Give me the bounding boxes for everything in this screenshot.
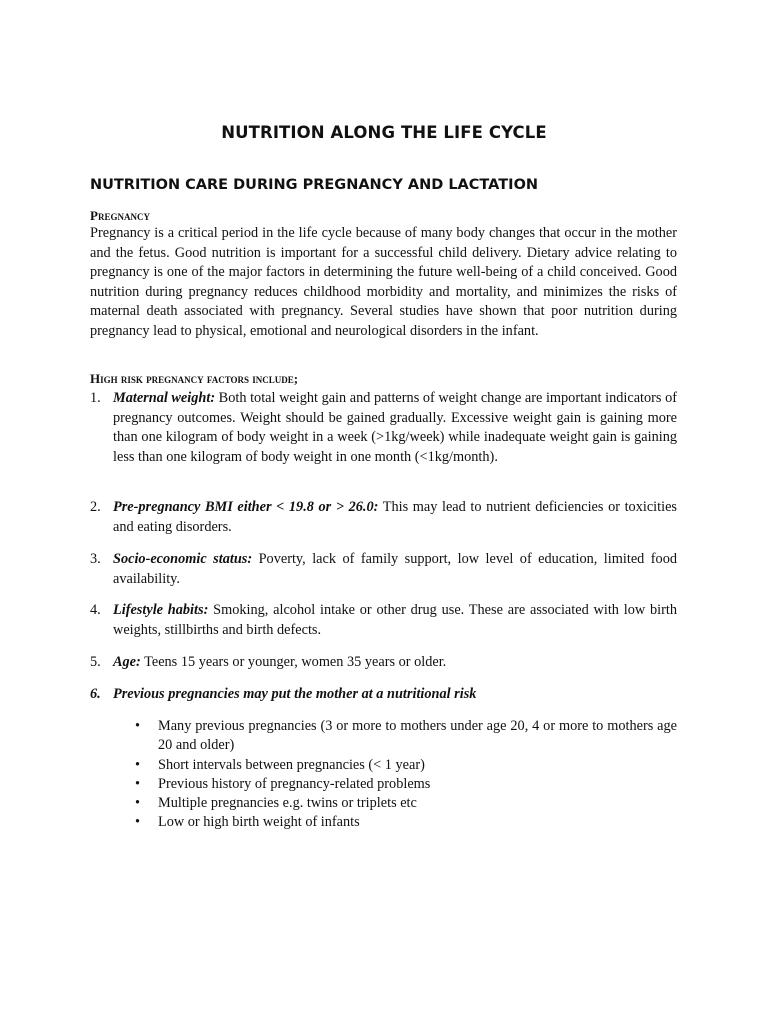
bullet-icon: • (135, 814, 141, 831)
bullet-icon: • (135, 718, 141, 734)
item-text: Poverty, lack of family support, low level of education, limited food availability. (113, 551, 677, 587)
bullet-icon: • (135, 775, 141, 792)
item-term: Maternal weight: (113, 390, 216, 406)
item-number: 5. (90, 654, 101, 670)
list-item (135, 756, 677, 775)
risk-factor-item (90, 498, 677, 537)
list-item-text: Low or high birth weight of infants (158, 814, 360, 831)
item-number: 3. (90, 551, 101, 567)
risk-factor-item (90, 601, 677, 640)
item-number: 6. (90, 686, 101, 702)
item-term: Pre-pregnancy BMI either < 19.8 or > 26.0: (113, 499, 379, 515)
risk-factor-item (90, 389, 677, 467)
item-body (113, 498, 677, 537)
list-item (135, 813, 677, 832)
risk-factor-item (90, 653, 677, 673)
bullet-icon: • (135, 795, 141, 812)
item-term: Lifestyle habits: (113, 602, 209, 618)
pregnancy-heading: Pregnancy (90, 208, 150, 223)
item-body: Previous pregnancies may put the mother at a nutritional risk (113, 686, 477, 702)
item-number: 2. (90, 499, 101, 515)
item-body (113, 389, 677, 467)
item-body (113, 550, 677, 589)
bullet-icon: • (135, 756, 141, 773)
item-number: 4. (90, 602, 101, 618)
previous-pregnancies-list (135, 717, 677, 833)
item-text: Both total weight gain and patterns of weight change are important indicators of pregnancy outcomes. Weight should be gained gradually. Excessive weight gain is gaining more than one kilogram of body weight in a week (>1kg/week) while inadequate weight gain is gaining less than one kilogram of body weight in one month (<1kg/month). (113, 390, 677, 465)
item-body (113, 653, 677, 673)
list-item (135, 775, 677, 794)
item-number: 1. (90, 390, 101, 406)
item-text: This may lead to nutrient deficiencies or toxicities and eating disorders. (113, 499, 677, 535)
item-term: Socio-economic status: (113, 551, 253, 567)
list-item-text: Previous history of pregnancy-related problems (158, 775, 431, 792)
pregnancy-paragraph: Pregnancy is a critical period in the life cycle because of many body changes that occur in the mother and the fetus. Good nutrition is important for a successful child delivery. Dietary advice relating to pregnancy is one of the major factors in determining the future well-being of a child conceived. Good nutrition during pregnancy reduces childhood morbidity and mortality, and minimizes the risks of maternal death associated with pregnancy. Several studies have shown that poor nutrition during pregnancy lead to physical, emotional and neurological disorders in the infant. (90, 225, 677, 339)
item-term: Age: (113, 654, 141, 670)
list-item (135, 717, 677, 756)
list-item-text: Many previous pregnancies (3 or more to mothers under age 20, 4 or more to mothers age 20 and older) (158, 718, 677, 754)
risk-factors-heading: High risk pregnancy factors include; (90, 371, 299, 386)
document-title: NUTRITION ALONG THE LIFE CYCLE (221, 123, 547, 142)
list-item-text: Multiple pregnancies e.g. twins or triplets etc (158, 795, 417, 812)
list-item (135, 794, 677, 813)
list-item-text: Short intervals between pregnancies (< 1 year) (158, 756, 425, 773)
item-text: Teens 15 years or younger, women 35 years or older. (140, 654, 447, 670)
item-body (113, 601, 677, 640)
risk-factor-item (90, 685, 677, 705)
section-title: NUTRITION CARE DURING PREGNANCY AND LACTATION (90, 177, 539, 193)
item-text: Smoking, alcohol intake or other drug use. These are associated with low birth weights, stillbirths and birth defects. (113, 602, 677, 638)
risk-factor-item (90, 550, 677, 589)
